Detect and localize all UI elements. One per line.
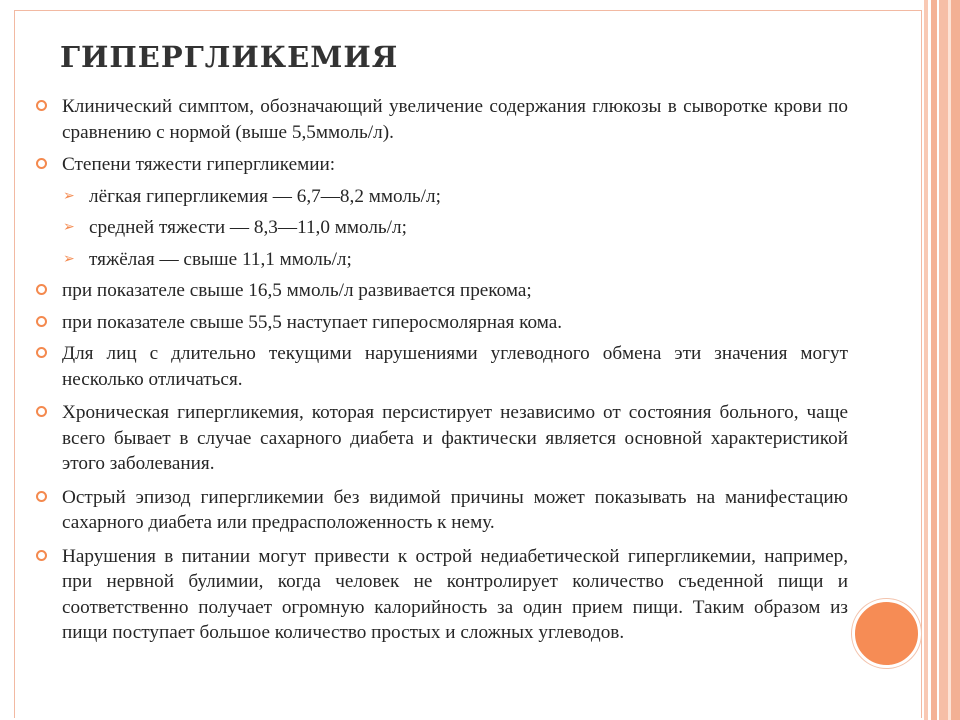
bullet-item [36,94,848,145]
arrow-bullet-icon: ➢ [63,219,75,235]
bullet-text: Степени тяжести гипергликемии: [62,154,336,175]
circle-bullet-icon [36,491,47,502]
bullet-list [36,94,848,646]
sub-bullet-item [36,215,848,241]
circle-bullet-icon [36,347,47,358]
bullet-item [36,152,848,178]
bullet-text: Клинический симптом, обозначающий увеличение содержания глюкозы в сыворотке крови по сравнению с нормой (выше 5,5ммоль/л). [62,96,848,143]
arrow-bullet-icon: ➢ [63,250,75,267]
bullet-item [36,485,848,536]
circle-bullet-icon [36,406,47,417]
circle-bullet-icon [36,284,47,295]
circle-bullet-icon [36,100,47,111]
bullet-text: Острый эпизод гипергликемии без видимой причины может показывать на манифестацию сахарного диабета или предрасположенность к нему. [62,486,848,533]
sub-bullet-text: тяжёлая — свыше 11,1 ммоль/л; [89,248,352,270]
bullet-item [36,400,848,477]
sub-bullet-text: средней тяжести — 8,3—11,0 ммоль/л; [89,217,407,238]
bullet-item [36,341,848,392]
bullet-text: Нарушения в питании могут привести к острой недиабетической гипергликемии, например, при нервной булимии, когда человек не контролирует количество съеденной пищи и соответственно получает огромную калорийность за один прием пищи. Таким образом из пищи поступает большое количество простых и сложных углеводов. [62,545,848,643]
decorative-circle [852,599,921,668]
bullet-text: при показателе свыше 55,5 наступает гиперосмолярная кома. [62,311,563,333]
circle-bullet-icon [36,550,47,561]
arrow-bullet-icon: ➢ [63,187,75,204]
bullet-item [36,544,848,646]
bullet-text: при показателе свыше 16,5 ммоль/л развивается прекома; [62,280,532,301]
bullet-item [36,278,848,304]
circle-bullet-icon [36,316,47,327]
bullet-text: Для лиц с длительно текущими нарушениями углеводного обмена эти значения могут несколько отличаться. [62,343,848,390]
sub-bullet-text: лёгкая гипергликемия — 6,7—8,2 ммоль/л; [89,185,441,207]
sub-bullet-item [36,184,848,210]
decorative-stripes [924,0,960,720]
bullet-item [36,310,848,336]
bullet-text: Хроническая гипергликемия, которая персистирует независимо от состояния больного, чаще всего бывает в случае сахарного диабета и фактически является основной характеристикой этого заболевания. [62,402,848,474]
sub-bullet-item [36,247,848,273]
slide-title: ГИПЕРГЛИКЕМИЯ [60,40,399,74]
circle-bullet-icon [36,158,47,169]
